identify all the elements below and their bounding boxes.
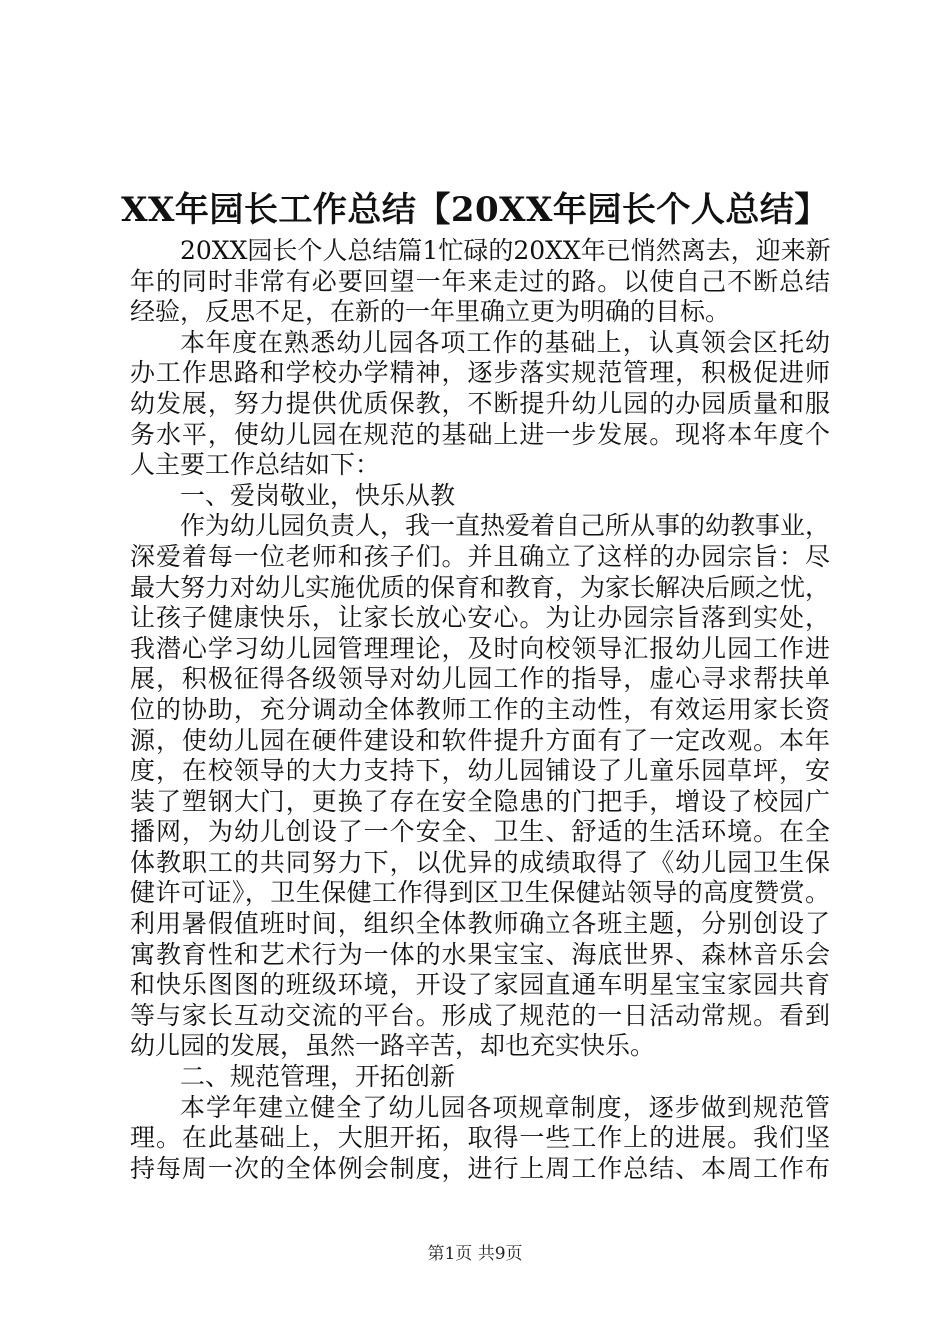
body-text-line: 装了塑钢大门，更换了存在安全隐患的门把手，增设了校园广 <box>130 786 830 816</box>
body-text-line: 健许可证》，卫生保健工作得到区卫生保健站领导的高度赞赏。 <box>130 878 830 908</box>
body-text-line: 本年度在熟悉幼儿园各项工作的基础上，认真领会区托幼 <box>180 327 830 357</box>
document-body <box>130 236 830 1184</box>
body-text-line: 寓教育性和艺术行为一体的水果宝宝、海底世界、森林音乐会 <box>130 939 830 969</box>
body-text-line: 源，使幼儿园在硬件建设和软件提升方面有了一定改观。本年 <box>130 725 830 755</box>
body-text-line: 办工作思路和学校办学精神，逐步落实规范管理，积极促进师 <box>130 358 830 388</box>
body-text-line: 幼发展，努力提供优质保教，不断提升幼儿园的办园质量和服 <box>130 388 830 418</box>
body-text-line: 本学年建立健全了幼儿园各项规章制度，逐步做到规范管 <box>180 1092 830 1122</box>
body-text-line: 利用暑假值班时间，组织全体教师确立各班主题，分别创设了 <box>130 909 830 939</box>
body-text-line: 理。在此基础上，大胆开拓，取得一些工作上的进展。我们坚 <box>130 1123 830 1153</box>
body-text-line: 播网，为幼儿创设了一个安全、卫生、舒适的生活环境。在全 <box>130 817 830 847</box>
body-text-line: 人主要工作总结如下： <box>130 450 381 480</box>
body-text-line: 幼儿园的发展，虽然一路辛苦，却也充实快乐。 <box>130 1031 656 1061</box>
body-text-line: 作为幼儿园负责人，我一直热爱着自己所从事的幼教事业， <box>180 511 831 541</box>
body-text-line: 最大努力对幼儿实施优质的保育和教育，为家长解决后顾之忧， <box>130 572 831 602</box>
body-text-line: 展，积极征得各级领导对幼儿园工作的指导，虚心寻求帮扶单 <box>130 664 830 694</box>
page-footer: 第1页 共9页 <box>427 1244 523 1264</box>
section-heading: 二、规范管理，开拓创新 <box>180 1062 456 1092</box>
body-text-line: 年的同时非常有必要回望一年来走过的路。以使自己不断总结 <box>130 266 830 296</box>
body-text-line: 深爱着每一位老师和孩子们。并且确立了这样的办园宗旨：尽 <box>130 541 830 571</box>
body-text-line: 务水平，使幼儿园在规范的基础上进一步发展。现将本年度个 <box>130 419 830 449</box>
body-text-line: 度，在校领导的大力支持下，幼儿园铺设了儿童乐园草坪，安 <box>130 756 830 786</box>
body-text-line: 体教职工的共同努力下，以优异的成绩取得了《幼儿园卫生保 <box>130 847 830 877</box>
body-text-line: 20XX园长个人总结篇1忙碌的20XX年已悄然离去，迎来新 <box>180 236 831 265</box>
section-heading: 一、爱岗敬业，快乐从教 <box>180 480 456 510</box>
body-text-line: 经验，反思不足，在新的一年里确立更为明确的目标。 <box>130 297 731 327</box>
body-text-line: 让孩子健康快乐，让家长放心安心。为让办园宗旨落到实处， <box>130 603 830 633</box>
body-text-line: 我潜心学习幼儿园管理理论，及时向校领导汇报幼儿园工作进 <box>130 633 830 663</box>
document-title: XX年园长工作总结【20XX年园长个人总结】 <box>121 190 829 230</box>
body-text-line: 持每周一次的全体例会制度，进行上周工作总结、本周工作布 <box>130 1153 830 1183</box>
body-text-line: 等与家长互动交流的平台。形成了规范的一日活动常规。看到 <box>130 1000 830 1030</box>
body-text-line: 和快乐图图的班级环境，开设了家园直通车明星宝宝家园共育 <box>130 970 830 1000</box>
body-text-line: 位的协助，充分调动全体教师工作的主动性，有效运用家长资 <box>130 694 830 724</box>
